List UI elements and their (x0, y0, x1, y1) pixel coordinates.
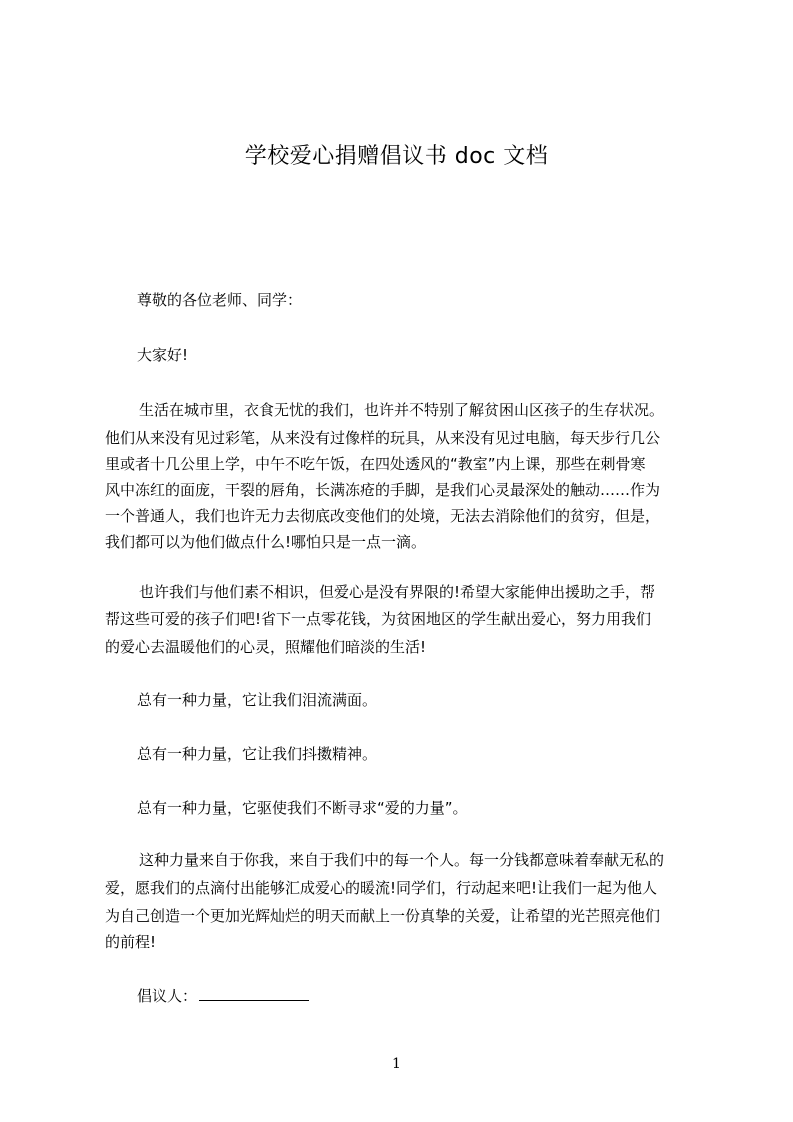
paragraph-line: 生活在城市里，衣食无忧的我们，也许并不特别了解贫困山区孩子的生存状况。 (139, 401, 665, 419)
greeting: 大家好! (137, 346, 189, 364)
paragraph-line: 也许我们与他们素不相识，但爱心是没有界限的!希望大家能伸出援助之手，帮 (139, 583, 656, 601)
paragraph-line: 爱，愿我们的点滴付出能够汇成爱心的暖流!同学们，行动起来吧!让我们一起为他人 (105, 879, 658, 897)
paragraph-line: 的爱心去温暖他们的心灵，照耀他们暗淡的生活! (105, 638, 427, 656)
paragraph-line: 他们从来没有见过彩笔，从来没有过像样的玩具，从来没有见过电脑，每天步行几公 (105, 429, 661, 447)
paragraph-line: 我们都可以为他们做点什么!哪怕只是一点一滴。 (105, 533, 427, 551)
paragraph-line: 为自己创造一个更加光辉灿烂的明天而献上一份真挚的关爱，让希望的光芒照亮他们 (105, 907, 661, 925)
paragraph-line: 一个普通人，我们也许无力去彻底改变他们的处境，无法去消除他们的贫穷，但是， (105, 507, 661, 525)
signature-label: 倡议人： (137, 987, 198, 1005)
page-number: 1 (392, 1056, 401, 1072)
signature-row (137, 986, 309, 1006)
document-title: 学校爱心捐赠倡议书 doc 文档 (244, 144, 549, 169)
salutation: 尊敬的各位老师、同学： (137, 291, 303, 309)
signature-blank (199, 986, 309, 1001)
paragraph-line: 的前程! (105, 933, 157, 951)
power-line-3: 总有一种力量，它驱使我们不断寻求“爱的力量”。 (137, 799, 468, 817)
paragraph-line: 里或者十几公里上学，中午不吃午饭，在四处透风的“教室”内上课，那些在刺骨寒 (105, 455, 646, 473)
paragraph-line: 帮这些可爱的孩子们吧!省下一点零花钱，为贫困地区的学生献出爱心，努力用我们 (105, 610, 652, 628)
power-line-1: 总有一种力量，它让我们泪流满面。 (137, 691, 378, 709)
paragraph-line: 这种力量来自于你我，来自于我们中的每一个人。每一分钱都意味着奉献无私的 (139, 851, 665, 869)
paragraph-line: 风中冻红的面庞，干裂的唇角，长满冻疮的手脚，是我们心灵最深处的触动……作为 (105, 481, 661, 499)
power-line-2: 总有一种力量，它让我们抖擞精神。 (137, 745, 378, 763)
